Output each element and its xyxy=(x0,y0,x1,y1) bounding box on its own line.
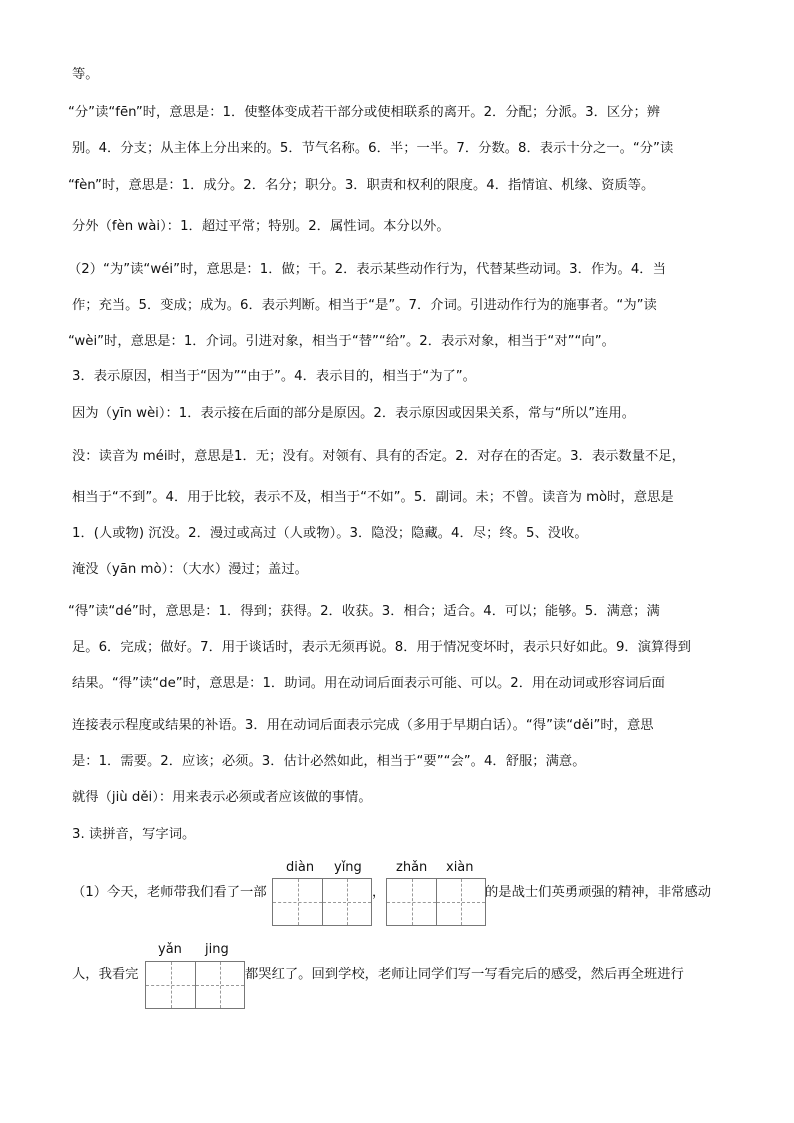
character-grid-zhanxian[interactable] xyxy=(386,878,486,926)
writing-cell[interactable] xyxy=(146,962,195,1008)
text-line: 作；充当。5．变成；成为。6．表示判断。相当于“是”。7．介词。引进动作行为的施事者。“为”读 xyxy=(72,298,657,313)
exercise-text: 人，我看完 xyxy=(72,967,139,982)
writing-cell[interactable] xyxy=(322,879,371,925)
text-line: 相当于“不到”。4．用于比较，表示不及，相当于“不如”。5．副词。未；不曾。读音为 mò时，意思是 xyxy=(72,490,674,505)
text-line: 是：1．需要。2．应该；必须。3．估计必然如此，相当于“要”“会”。4．舒服；满意。 xyxy=(72,754,586,769)
text-line: “分”读“fēn”时，意思是：1．使整体变成若干部分或使相联系的离开。2．分配；分派。3．区分；辨 xyxy=(68,105,661,120)
exercise-text: （1）今天，老师带我们看了一部 xyxy=(72,885,267,900)
pinyin-label: zhǎn xyxy=(396,860,428,875)
exercise-text: ， xyxy=(372,885,386,900)
pinyin-label: yǎn xyxy=(158,942,182,957)
text-line: 别。4．分支；从主体上分出来的。5．节气名称。6．半；一半。7．分数。8．表示十分之一。“分”读 xyxy=(72,141,674,156)
text-line: 连接表示程度或结果的补语。3．用在动词后面表示完成（多用于早期白话）。“得”读“děi”时，意思 xyxy=(72,718,654,733)
pinyin-label: diàn xyxy=(286,860,315,875)
text-line: 就得（jiù děi）：用来表示必须或者应该做的事情。 xyxy=(72,790,372,805)
writing-cell[interactable] xyxy=(273,879,322,925)
character-grid-dianying[interactable] xyxy=(272,878,372,926)
text-line: 没：读音为 méi时，意思是1．无；没有。对领有、具有的否定。2．对存在的否定。3．表示数量不足， xyxy=(72,449,685,464)
text-line: 等。 xyxy=(72,67,99,82)
text-line: 结果。“得”读“de”时，意思是：1．助词。用在动词后面表示可能、可以。2．用在动词或形容词后面 xyxy=(72,676,665,691)
text-line: 足。6．完成；做好。7．用于谈话时，表示无须再说。8．用于情况变坏时，表示只好如此。9．演算得到 xyxy=(72,640,691,655)
text-line: （2）“为”读“wéi”时，意思是：1．做；干。2．表示某些动作行为，代替某些动词。3．作为。4．当 xyxy=(68,262,666,277)
text-line: “得”读“dé”时，意思是：1．得到；获得。2．收获。3．相合；适合。4．可以；能够。5．满意；满 xyxy=(68,604,660,619)
writing-cell[interactable] xyxy=(195,962,244,1008)
text-line: 3．表示原因，相当于“因为”“由于”。4．表示目的，相当于“为了”。 xyxy=(72,369,476,384)
text-line: 1．(人或物) 沉没。2．漫过或高过（人或物）。3．隐没；隐藏。4．尽；终。5、没收。 xyxy=(72,526,588,541)
text-line: 分外（fèn wài）：1．超过平常；特别。2．属性词。本分以外。 xyxy=(72,219,450,234)
pinyin-label: jing xyxy=(205,942,229,957)
section-heading: 3. 读拼音，写字词。 xyxy=(72,827,196,842)
character-grid-yanjing[interactable] xyxy=(145,961,245,1009)
exercise-text: 的是战士们英勇顽强的精神，非常感动 xyxy=(485,885,712,900)
exercise-text: 都哭红了。回到学校，老师让同学们写一写看完后的感受，然后再全班进行 xyxy=(245,967,684,982)
text-line: 因为（yīn wèi）：1．表示接在后面的部分是原因。2．表示原因或因果关系，常与“所以”连用。 xyxy=(72,406,635,421)
text-line: 淹没（yān mò）：（大水）漫过；盖过。 xyxy=(72,562,308,577)
writing-cell[interactable] xyxy=(436,879,485,925)
pinyin-label: yǐng xyxy=(334,860,362,875)
pinyin-label: xiàn xyxy=(446,860,474,875)
text-line: “wèi”时，意思是：1．介词。引进对象，相当于“替”“给”。2．表示对象，相当于“对”“向”。 xyxy=(68,334,615,349)
text-line: “fèn”时，意思是：1．成分。2．名分；职分。3．职责和权利的限度。4．指情谊、机缘、资质等。 xyxy=(68,178,655,193)
writing-cell[interactable] xyxy=(387,879,436,925)
